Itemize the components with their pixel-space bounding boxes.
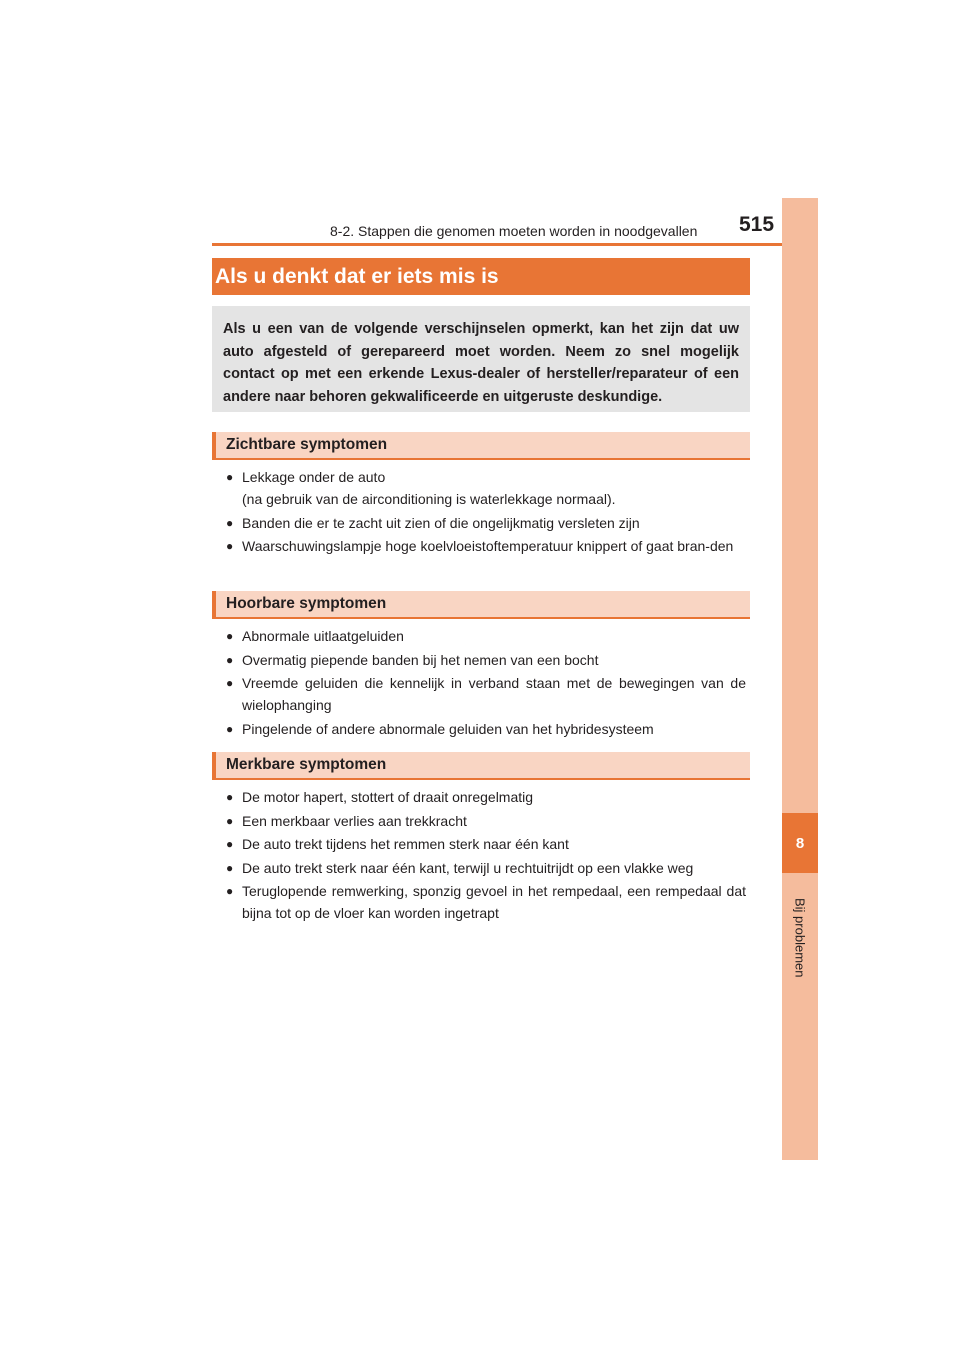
list-item <box>226 810 746 832</box>
list-item-text: Abnormale uitlaatgeluiden <box>242 628 404 644</box>
list-item-text: Waarschuwingslampje hoge koelvloeistoftemperatuur knippert of gaat bran-den <box>242 538 734 554</box>
section-title: Als u denkt dat er iets mis is <box>212 258 750 295</box>
list-item-text: De auto trekt sterk naar één kant, terwijl u rechtuitrijdt op een vlakke weg <box>242 859 694 876</box>
bullet-icon: ● <box>226 515 234 530</box>
chapter-label: Bij problemen <box>792 898 808 978</box>
subheader-noticeable-symptoms: Merkbare symptomen <box>212 752 750 780</box>
bullet-icon: ● <box>226 884 234 898</box>
bullet-icon: ● <box>226 837 234 851</box>
list-item <box>226 857 746 879</box>
list-item <box>226 718 746 740</box>
list-item-text: Pingelende of andere abnormale geluiden van het hybridesysteem <box>242 720 654 737</box>
chapter-side-tab <box>782 198 818 1160</box>
list-item-text: De auto trekt tijdens het remmen sterk naar één kant <box>242 836 569 852</box>
bullet-icon: ● <box>226 470 234 484</box>
subheader-audible-symptoms: Hoorbare symptomen <box>212 591 750 619</box>
intro-box: Als u een van de volgende verschijnselen opmerkt, kan het zijn dat uw auto afgesteld of gerepareerd moet worden. Neem zo snel mogelijk contact op met een erkende Lexus-dealer of hersteller/reparateur of een andere naar behoren gekwalificeerde en uitgeruste deskundige. <box>212 306 750 412</box>
page-number: 515 <box>739 213 775 236</box>
bullet-icon: ● <box>226 652 234 667</box>
chapter-number: 8 <box>782 813 818 873</box>
bullet-icon: ● <box>226 721 234 736</box>
list-item <box>226 833 746 855</box>
list-item-text: Banden die er te zacht uit zien of die ongelijkmatig versleten zijn <box>242 514 640 531</box>
list-item-text: De motor hapert, stottert of draait onregelmatig <box>242 789 534 805</box>
visible-symptoms-list <box>226 466 746 559</box>
list-item-text: Een merkbaar verlies aan trekkracht <box>242 812 467 829</box>
list-item <box>226 880 746 924</box>
list-item <box>226 672 746 716</box>
bullet-icon: ● <box>226 676 234 690</box>
audible-symptoms-list <box>226 625 746 741</box>
bullet-icon: ● <box>226 790 234 804</box>
list-item-text: Lekkage onder de auto <box>242 469 386 485</box>
chapter-header: 8-2. Stappen die genomen moeten worden in noodgevallen <box>330 223 698 239</box>
list-item-text: Teruglopende remwerking, sponzig gevoel in het rempedaal, een rempedaal dat bijna tot op de vloer kan worden ingetrapt <box>242 883 746 921</box>
bullet-icon: ● <box>226 629 234 643</box>
noticeable-symptoms-list <box>226 786 746 926</box>
bullet-icon: ● <box>226 813 234 828</box>
subheader-visible-symptoms: Zichtbare symptomen <box>212 432 750 460</box>
list-item-text: Vreemde geluiden die kennelijk in verband staan met de bewegingen van de wielophanging <box>242 675 746 713</box>
header-rule <box>212 243 818 246</box>
list-item <box>226 625 746 647</box>
list-item-note: (na gebruik van de airconditioning is waterlekkage normaal). <box>242 491 616 507</box>
list-item-text: Overmatig piepende banden bij het nemen van een bocht <box>242 651 599 668</box>
bullet-icon: ● <box>226 539 234 553</box>
list-item <box>226 535 746 557</box>
list-item <box>226 512 746 534</box>
list-item <box>226 649 746 671</box>
bullet-icon: ● <box>226 860 234 875</box>
list-item <box>226 786 746 808</box>
list-item <box>226 466 746 510</box>
